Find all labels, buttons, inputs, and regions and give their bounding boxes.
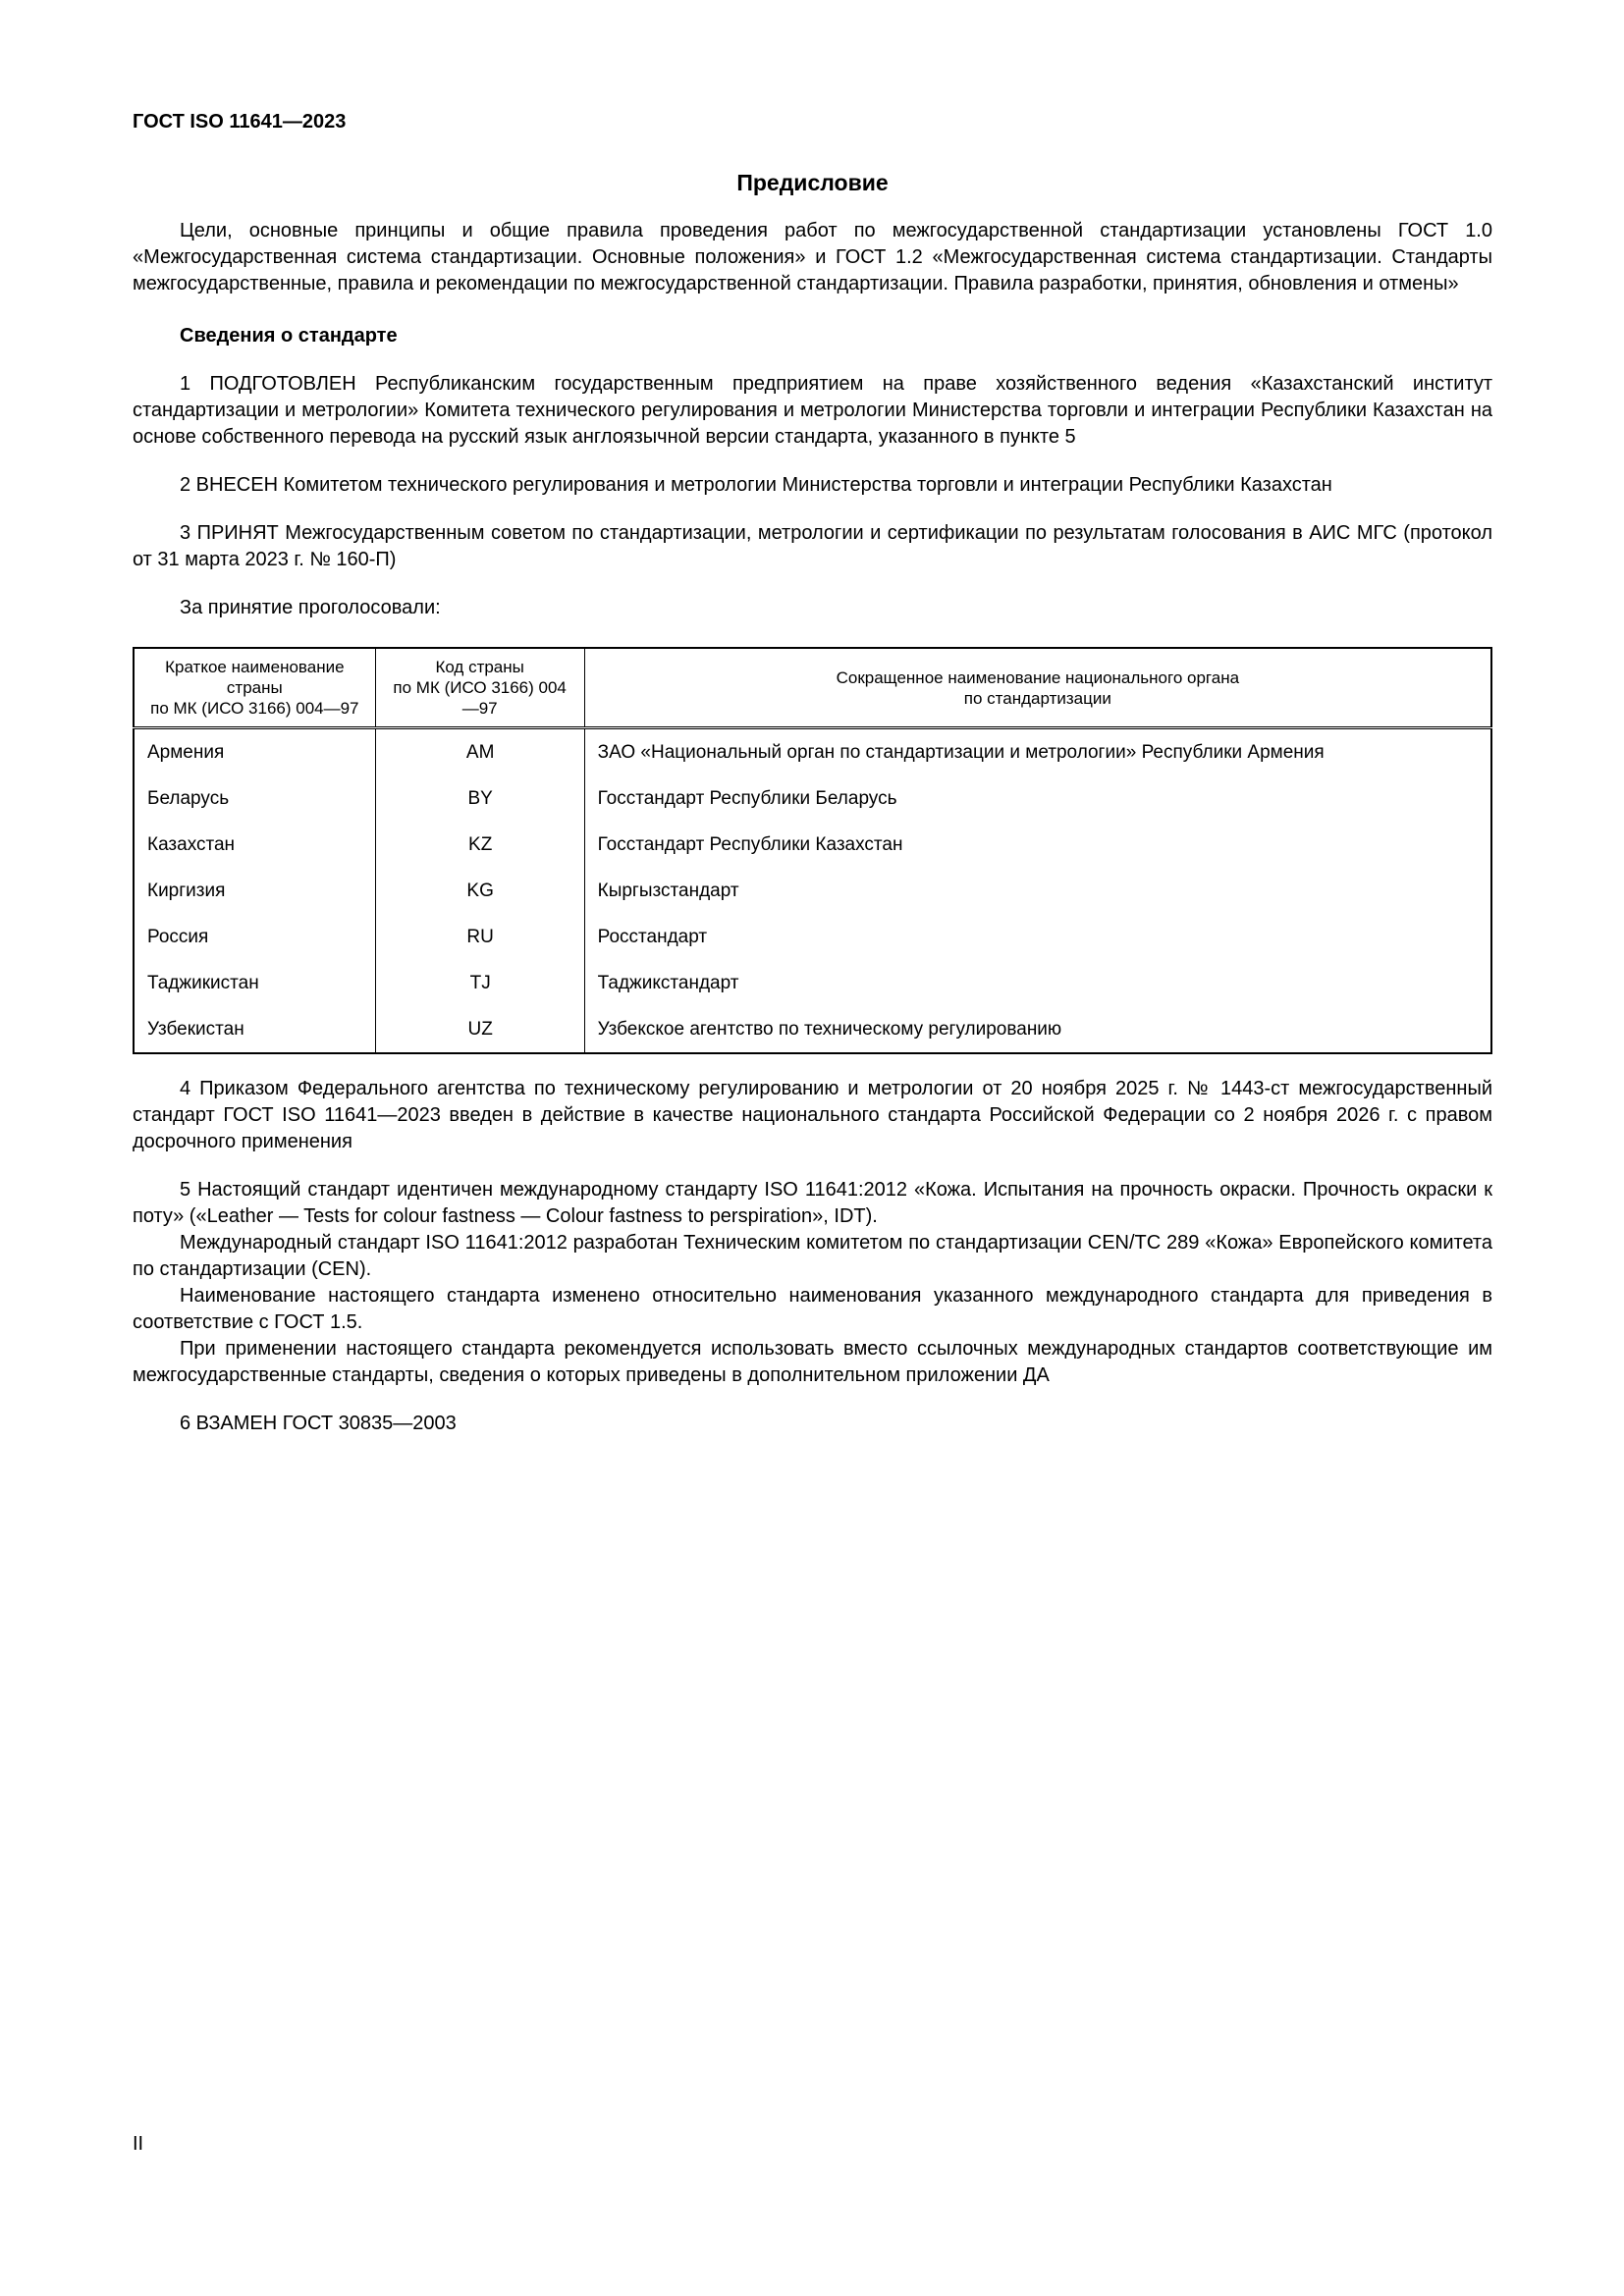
cell-code: BY	[375, 775, 584, 822]
cell-country: Узбекистан	[147, 1019, 244, 1040]
table-row	[134, 728, 1491, 776]
page-number: II	[133, 2133, 144, 2155]
paragraph-item-5b: Международный стандарт ISO 11641:2012 разработан Техническим комитетом по стандартизации CEN/TC 289 «Кожа» Европейского комитета по стандартизации (CEN).	[133, 1232, 1492, 1280]
paragraph-item-1: 1 ПОДГОТОВЛЕН Республиканским государственным предприятием на праве хозяйственного ведения «Казахстанский институт стандартизации и метрологии» Комитета технического регулирования и метрологии Министерства торговли и интеграции Республики Казахстан на основе собственного перевода на русский язык англоязычной версии стандарта, указанного в пункте 5	[133, 373, 1492, 448]
table-body	[134, 728, 1491, 1054]
cell-org: Росстандарт	[584, 914, 1491, 960]
table-row	[134, 960, 1491, 1006]
table-header-line: Код страны	[435, 658, 524, 676]
cell-org: ЗАО «Национальный орган по стандартизации и метрологии» Республики Армения	[584, 728, 1491, 776]
paragraph-item-4: 4 Приказом Федерального агентства по техническому регулированию и метрологии от 20 ноября 2025 г. № 1443-ст межгосударственный стандарт ГОСТ ISO 11641—2023 введен в действие в качестве национального стандарта Российской Федерации со 2 ноября 2026 г. с правом досрочного применения	[133, 1078, 1492, 1152]
paragraph-item-5a: 5 Настоящий стандарт идентичен международному стандарту ISO 11641:2012 «Кожа. Испытания на прочность окраски. Прочность окраски к поту» («Leather — Tests for colour fastness — Colour fastness to perspiration», IDT).	[133, 1179, 1492, 1227]
paragraph-item-2: 2 ВНЕСЕН Комитетом технического регулирования и метрологии Министерства торговли и интеграции Республики Казахстан	[180, 474, 1332, 496]
paragraph-intro: Цели, основные принципы и общие правила проведения работ по межгосударственной стандартизации установлены ГОСТ 1.0 «Межгосударственная система стандартизации. Основные положения» и ГОСТ 1.2 «Межгосударственная система стандартизации. Стандарты межгосударственные, правила и рекомендации по межгосударственной стандартизации. Правила разработки, принятия, обновления и отмены»	[133, 220, 1492, 294]
paragraph-item-3: 3 ПРИНЯТ Межгосударственным советом по стандартизации, метрологии и сертификации по результатам голосования в АИС МГС (протокол от 31 марта 2023 г. № 160-П)	[133, 522, 1492, 570]
intro-block	[133, 218, 1492, 297]
cell-code: KG	[375, 868, 584, 914]
cell-code: KZ	[375, 822, 584, 868]
table-header-line: по стандартизации	[963, 688, 1111, 708]
item-2-block	[133, 472, 1492, 499]
table-row	[134, 1006, 1491, 1053]
paragraph-item-5d: При применении настоящего стандарта рекомендуется использовать вместо ссылочных международных стандартов соответствующие им межгосударственные стандарты, сведения о которых приведены в дополнительном приложении ДА	[133, 1338, 1492, 1386]
cell-country: Казахстан	[147, 834, 236, 855]
doc-number: ГОСТ ISO 11641—2023	[133, 111, 347, 133]
table-header-line: Сокращенное наименование национального органа	[836, 667, 1240, 687]
item-4-block	[133, 1076, 1492, 1155]
voting-countries-table	[133, 647, 1492, 1054]
table-row	[134, 914, 1491, 960]
cell-org: Госстандарт Республики Казахстан	[584, 822, 1491, 868]
paragraph-item-5c: Наименование настоящего стандарта изменено относительно наименования указанного международного стандарта для приведения в соответствие с ГОСТ 1.5.	[133, 1285, 1492, 1333]
cell-org: Узбекское агентство по техническому регулированию	[584, 1006, 1491, 1053]
item-3-block	[133, 520, 1492, 573]
cell-org: Таджикстандарт	[584, 960, 1491, 1006]
table-header-row	[134, 648, 1491, 728]
item-6-block	[133, 1411, 1492, 1437]
table-row	[134, 822, 1491, 868]
vote-lead-block	[133, 595, 1492, 621]
cell-country: Беларусь	[147, 788, 230, 809]
cell-code: TJ	[375, 960, 584, 1006]
section-heading-standard-info: Сведения о стандарте	[180, 325, 398, 347]
table-header-line: по МК (ИСО 3166) 004—97	[393, 678, 567, 718]
table-row	[134, 775, 1491, 822]
table-header-code	[375, 648, 584, 728]
cell-country: Таджикистан	[147, 973, 259, 993]
paragraph-vote-lead: За принятие проголосовали:	[180, 597, 441, 618]
page-title: Предисловие	[736, 170, 889, 195]
item-5-block	[133, 1177, 1492, 1389]
cell-country: Россия	[147, 927, 209, 947]
table-header-org	[584, 648, 1491, 728]
cell-country: Киргизия	[147, 881, 226, 901]
cell-org: Кыргызстандарт	[584, 868, 1491, 914]
cell-country: Армения	[147, 742, 225, 763]
table-row	[134, 868, 1491, 914]
table-header-line: Краткое наименование страны	[165, 658, 345, 697]
item-1-block	[133, 371, 1492, 451]
table-header-country	[134, 648, 375, 728]
cell-code: UZ	[375, 1006, 584, 1053]
paragraph-item-6: 6 ВЗАМЕН ГОСТ 30835—2003	[180, 1413, 457, 1434]
cell-code: AM	[375, 728, 584, 776]
cell-code: RU	[375, 914, 584, 960]
cell-org: Госстандарт Республики Беларусь	[584, 775, 1491, 822]
table-header-line: по МК (ИСО 3166) 004—97	[150, 699, 359, 718]
